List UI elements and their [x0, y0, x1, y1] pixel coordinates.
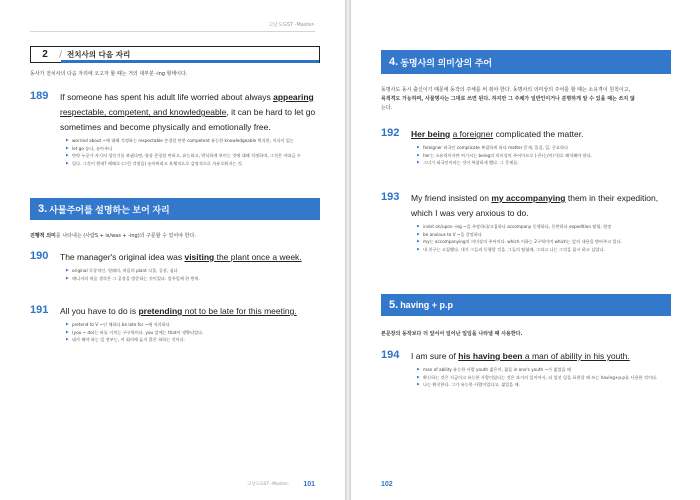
section-5-intro: 본문장의 동작보다 더 앞서서 일어난 일임을 나타낼 때 사용한다.: [381, 331, 523, 337]
underlined-phrase: respectable, competent, and knowledgeable: [60, 107, 227, 117]
example-sentence: [411, 127, 671, 142]
note-line: ▶ insist on/upon -ing ~을 주장하다/고집하다 accompany 동행하다, 동반하다 expedition 탐험, 원정: [417, 223, 671, 231]
note-line: ▶ 확신하는 것은 지금이고 유능한 사람이었다는 것은 과거의 일이어서, 더 앞선 일을 표현할 때 쓰는 having+p.p를 사용한 것이다.: [417, 374, 671, 382]
sentence-text: them in their expedition, which I was very anxious to do.: [411, 193, 659, 218]
running-header: 고난도GST -Master-: [268, 22, 315, 28]
sentence-text: I am sure of: [411, 351, 459, 361]
section-number: 4.: [389, 56, 399, 68]
example-193: [381, 191, 671, 253]
left-page: [0, 0, 345, 500]
note-line: ▶ 만약 누군가 자기의 성인기를 보냈다면, 항상 존경할 만하고, 유능하고, 박식하게 보이는 것에 대해 걱정하며, 그것은 이따금 수: [66, 152, 320, 160]
page-number: 101: [303, 481, 315, 488]
sentence-text: My friend insisted on: [411, 193, 492, 203]
accent-underline: [61, 60, 319, 63]
example-sentence: [60, 250, 320, 265]
example-sentence: [60, 90, 320, 135]
section-number: 5.: [389, 299, 399, 311]
section-5-header: [381, 294, 671, 316]
note-line: ▶ worried about ~에 대해 걱정하는 respectable 존경할 만한 competent 유능한 knowledgeable 박식한, 지식이 있는: [66, 137, 320, 145]
highlight-word: Her being: [411, 129, 451, 139]
example-notes: [66, 137, 320, 167]
note-line: ▶ original 독창적인, 원래의, 처음의 plant 식물, 공장, 심다: [66, 267, 320, 275]
intro-line: 는다.: [381, 105, 393, 111]
note-line: ▶ 나는 확신한다. 그가 유능한 사람이었다고, 젊었을 때.: [417, 381, 671, 389]
section-3-intro: [30, 232, 320, 241]
example-notes: [66, 267, 320, 282]
example-number: 194: [381, 349, 400, 361]
section-2-intro: 동사가 전치사의 다음 자리에 오고자 할 때는 거의 대부분 -ing 형태이다.: [30, 71, 188, 77]
highlight-word: pretending: [138, 306, 183, 316]
example-number: 193: [381, 191, 400, 203]
note-line: ▶ her는 소유격이자만 여기서는 being의 의미상의 주어이므로 (-은/는/이/가)로 해석해야 한다.: [417, 152, 671, 160]
sentence-text: All you have to do is: [60, 306, 139, 316]
slash-divider: /: [59, 49, 63, 60]
example-189: [30, 90, 320, 167]
underlined-phrase: a foreigner: [452, 129, 494, 139]
intro-bold: 진행적 의미: [30, 233, 56, 239]
note-line: ▶ man of ability 유능한 사람 youth 젊은이, 젊음 in one's youth ~가 젊었을 때: [417, 366, 671, 374]
sentence-text: complicated the matter.: [493, 129, 584, 139]
highlight-word: his having been: [458, 351, 523, 361]
note-line: ▶ 그녀가 외국인이라는 것이 복잡하게 했다. 그 문제를.: [417, 159, 671, 167]
intro-line: 동명사도 동시 출신이기 때문에 동작의 주체를 써 줘야 한다. 동명사의 의미상의 주어를 할 때는 소유격이 원칙이고,: [381, 87, 631, 93]
section-2-header: [30, 46, 320, 63]
note-line: ▶ 내 친구는 고집했다. 내가 그들과 동행할 것을. 그들의 탐험에, 그리고 나는 그것을 몹시 하고 싶었다.: [417, 246, 671, 254]
section-4-intro: [381, 86, 671, 113]
note-line: ▶ 있다. 그것이 뭔데? 때때로 (그런 걱정을) 놓아버리고 육체적으로 감정적으로 자유로워지는 것.: [66, 160, 320, 168]
intro-line: 목적격도 가능하며, 사물명사는 그대로 쓰면 된다. 하지만 그 주체가 일반인이거나 분명하게 알 수 있을 때는 쓰지 않: [381, 96, 635, 102]
section-number: 2: [42, 49, 48, 60]
example-191: [30, 304, 320, 344]
underlined-phrase: not to be late for this meeting.: [182, 306, 297, 316]
highlight-word: visiting: [184, 252, 215, 262]
section-title: having + p.p: [400, 300, 453, 310]
sentence-text: The manager's original idea was: [60, 252, 185, 262]
example-number: 190: [30, 250, 49, 262]
example-notes: [417, 366, 671, 389]
example-sentence: [411, 191, 671, 221]
example-notes: [417, 144, 671, 167]
example-number: 192: [381, 127, 400, 139]
example-number: 189: [30, 90, 49, 102]
note-line: ▶ 매니저의 처음 생각은 그 공장을 방문하는 것이었다. 일주일에 한 번씩.: [66, 275, 320, 283]
example-sentence: [411, 349, 671, 364]
intro-text: 를 나타내는 (사람S + is/was + -ing)의 구문할 수 있어야 한다.: [55, 233, 196, 239]
note-line: ▶ be anxious to V ~을 갈망하다: [417, 231, 671, 239]
note-line: ▶ 네가 해야 하는 일 전부는, 이 회의에 늦지 않은 척하는 것이다.: [66, 336, 320, 344]
example-192: [381, 127, 671, 167]
example-number: 191: [30, 304, 49, 316]
example-190: [30, 250, 320, 282]
underlined-phrase: a man of ability in his youth.: [522, 351, 630, 361]
page-number: 102: [381, 481, 393, 488]
section-title: 전치사의 다음 자리: [67, 50, 131, 59]
section-title: 사물주어를 설명하는 보어 자리: [49, 204, 170, 215]
example-notes: [66, 321, 320, 344]
footer-label: 고난도GST -Master-: [247, 482, 289, 487]
highlight-word: my accompanying: [491, 193, 566, 203]
note-line: ▶ (you ~ do)는 바를 거치는 구구역이다. you 앞에는 that이 생략되었다.: [66, 329, 320, 337]
highlight-word: appearing: [273, 92, 314, 102]
header-rule: [30, 31, 315, 32]
section-4-header: [381, 50, 671, 74]
sentence-text: If someone has spent his adult life worried about always: [60, 92, 274, 102]
section-number: 3.: [38, 203, 48, 215]
note-line: ▶ foreigner 외국인 complicate 복잡하게 하다 matter 문제, 물질, 일, 중요하다: [417, 144, 671, 152]
note-line: ▶ let go 놓다, 놓아주다: [66, 145, 320, 153]
underlined-phrase: the plant once a week.: [214, 252, 302, 262]
note-line: ▶ pretend to V ~인 체하다 be late for ~에 지각하다: [66, 321, 320, 329]
note-line: ▶ my는 accompanying의 의미상의 주어이다. which 이하는 2구역이며 which는 앞의 내용을 받아주고 있다.: [417, 238, 671, 246]
example-notes: [417, 223, 671, 253]
sentence-text: , it can be hard to let go sometimes and become physically and emotionally free.: [60, 107, 316, 132]
example-sentence: [60, 304, 320, 319]
section-title: 동명사의 의미상의 주어: [400, 57, 493, 68]
example-194: [381, 349, 671, 389]
right-page: [351, 0, 700, 500]
section-3-header: [30, 198, 320, 220]
